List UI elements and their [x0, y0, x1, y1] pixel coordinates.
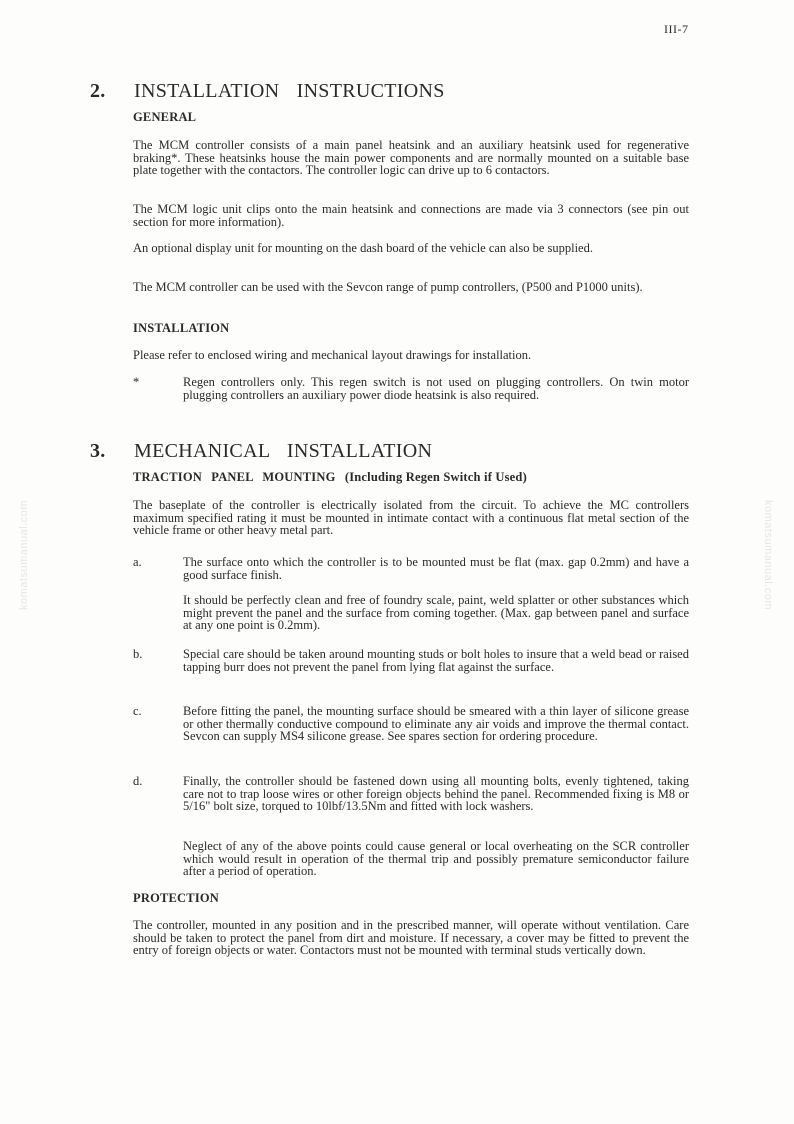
- section-number: 2.: [90, 80, 106, 102]
- protection-paragraph: The controller, mounted in any position and in the prescribed manner, will operate without ventilation. Care should be taken to protect the panel from dirt and moisture. If necessary, a cover may be fitted to prevent the entry of foreign objects or water. Contactors must not be mounted with terminal studs vertically down.: [133, 918, 689, 957]
- list-label: a.: [133, 555, 142, 569]
- section-title: INSTALLATION INSTRUCTIONS: [134, 80, 445, 102]
- list-item-paragraph: Before fitting the panel, the mounting surface should be smeared with a thin layer of silicone grease or other thermally conductive compound to eliminate any air voids and improve the thermal contact. Sevcon can supply MS4 silicone grease. See spares section for ordering procedure.: [183, 704, 689, 743]
- general-paragraph-3: An optional display unit for mounting on the dash board of the vehicle can also be supplied.: [133, 241, 593, 255]
- protection-subheading: PROTECTION: [133, 891, 220, 905]
- general-paragraph-1: The MCM controller consists of a main panel heatsink and an auxiliary heatsink used for regenerative braking*. These heatsinks house the main power components and are normally mounted on a suitable base plate together with the contactors. The controller logic can drive up to 6 contactors.: [133, 138, 689, 177]
- list-label: b.: [133, 647, 143, 661]
- list-item-paragraph: Finally, the controller should be fastened down using all mounting bolts, evenly tightened, taking care not to trap loose wires or other foreign objects behind the panel. Recommended fixing is M8 or 5/16" bolt size, torqued to 10lbf/13.5Nm and fitted with lock washers.: [183, 774, 689, 813]
- traction-subheading: [133, 470, 527, 485]
- traction-heading-note: (Including Regen Switch if Used): [344, 470, 527, 484]
- page-number: III-7: [664, 22, 689, 36]
- watermark-right: komatsumanual.com: [762, 500, 774, 610]
- footnote-marker: *: [133, 375, 140, 389]
- footnote-text: Regen controllers only. This regen switch is not used on plugging controllers. On twin motor plugging controllers an auxiliary power diode heatsink is also required.: [183, 375, 689, 402]
- list-item-paragraph: Neglect of any of the above points could cause general or local overheating on the SCR controller which would result in operation of the thermal trip and possibly premature semiconductor failure after a period of operation.: [183, 839, 689, 878]
- general-subheading: GENERAL: [133, 110, 197, 124]
- watermark-left: komatsumanual.com: [18, 500, 30, 610]
- list-label: c.: [133, 704, 142, 718]
- section-number: 3.: [90, 440, 106, 462]
- list-item-paragraph: Special care should be taken around mounting studs or bolt holes to insure that a weld bead or raised tapping burr does not prevent the panel from lying flat against the surface.: [183, 647, 689, 674]
- list-item-paragraph: The surface onto which the controller is to be mounted must be flat (max. gap 0.2mm) and have a good surface finish.: [183, 555, 689, 582]
- installation-subheading: INSTALLATION: [133, 321, 230, 335]
- list-item-paragraph: It should be perfectly clean and free of foundry scale, paint, weld splatter or other substances which might prevent the panel and the surface from coming together. (Max. gap between panel and surface at any one point is 0.2mm).: [183, 593, 689, 632]
- traction-heading-main: TRACTION PANEL MOUNTING: [133, 470, 336, 484]
- section-title: MECHANICAL INSTALLATION: [134, 440, 433, 462]
- general-paragraph-2: The MCM logic unit clips onto the main heatsink and connections are made via 3 connectors (see pin out section for more information).: [133, 202, 689, 229]
- general-paragraph-4: The MCM controller can be used with the Sevcon range of pump controllers, (P500 and P1000 units).: [133, 280, 643, 294]
- traction-intro: The baseplate of the controller is electrically isolated from the circuit. To achieve the MC controllers maximum specified rating it must be mounted in intimate contact with a continuous flat metal section of the vehicle frame or other heavy metal part.: [133, 498, 689, 537]
- installation-paragraph: Please refer to enclosed wiring and mechanical layout drawings for installation.: [133, 348, 532, 362]
- list-label: d.: [133, 774, 143, 788]
